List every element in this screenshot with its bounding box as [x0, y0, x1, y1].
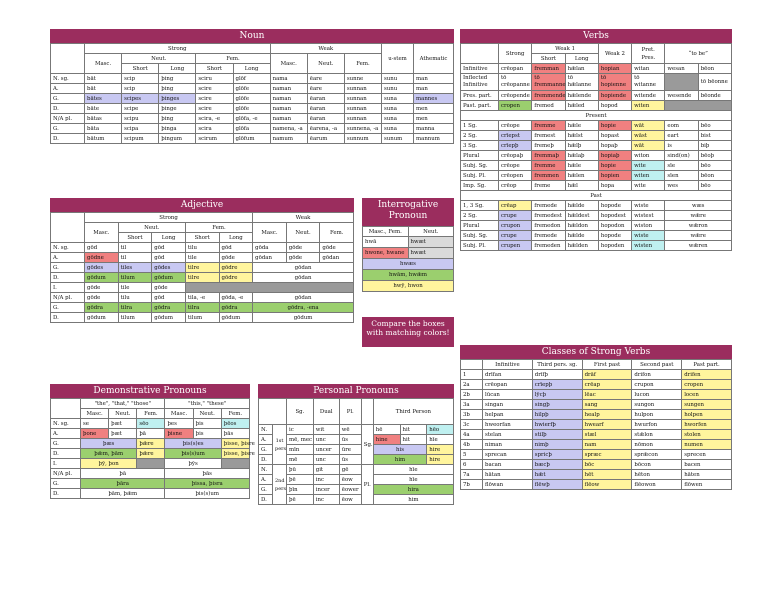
- adj-strong-head: Strong: [85, 213, 253, 223]
- table-row: hwȳ, hwon: [363, 281, 454, 292]
- table-row: Pres. part. crēopende fremmende hǣlende hopiende witende wesende bēonde: [461, 91, 732, 101]
- adj-weak-head: Weak: [253, 213, 354, 223]
- table-row: A. bāt scip þing scire glōfe naman ēare sunnan sunu man: [51, 84, 454, 94]
- second-person-label: 2nd pers: [273, 465, 287, 505]
- adj-weak-fem-head: Fem.: [320, 223, 354, 243]
- verbs-pretpres-head: Pret. Pres.: [632, 44, 665, 64]
- past-section-label: Past: [461, 191, 732, 201]
- adj-weak-neut-head: Neut.: [286, 223, 320, 243]
- table-row: 3a singan singþ sang sungon sungen: [461, 400, 732, 410]
- table-row: D. mē unc ūs him hire: [259, 455, 454, 465]
- compare-note: Compare the boxes with matching colors!: [362, 317, 454, 347]
- table-row: 1 drīfan drīfþ drāf drifon drifen: [461, 370, 732, 380]
- dem-neut-head: Neut.: [193, 409, 221, 419]
- noun-fem-head: Fem.: [196, 54, 270, 64]
- adj-long-head: Long: [219, 233, 253, 243]
- noun-weak-neut-head: Neut.: [307, 54, 344, 74]
- table-row: N. sg. bāt scip þing sciru glōf nama ēare sunne sunu man: [51, 74, 454, 84]
- table-row: hwām, hwǣm: [363, 270, 454, 281]
- table-row: Plural crupon fremedon hǣldon hopodon wiston wǣron: [461, 221, 732, 231]
- dem-fem-head: Fem.: [221, 409, 249, 419]
- table-row: 7b flōwan flēwþ flēow flēowon flōwen: [461, 480, 732, 490]
- personal-sg-head: Sg.: [287, 399, 314, 425]
- table-row: 3 Sg. crīepþ fremeþ hǣlþ hopaþ wāt is biþ: [461, 141, 732, 151]
- personal-panel: [258, 384, 454, 505]
- table-row: 2a crēopan crīepþ crēap crupon cropen: [461, 380, 732, 390]
- table-row: N. sg. gōd til gōd tilu gōd gōda gōde gōde: [51, 243, 354, 253]
- table-row: G. mīn uncer ūre his hire: [259, 445, 454, 455]
- dem-neut-head: Neut.: [109, 409, 137, 419]
- noun-title: Noun: [50, 29, 454, 43]
- verbs-panel: [460, 29, 732, 251]
- verbs-title: Verbs: [460, 29, 732, 43]
- interrogative-title: Interrogative Pronoun: [362, 198, 454, 226]
- verbs-weak2-head: Weak 2: [598, 44, 631, 64]
- table-row: G. þæs þǣre þis(s)es þisse, þisre: [51, 439, 250, 449]
- table-row: D. þǣm, þām þǣre þis(s)um þisse, þisre: [51, 449, 250, 459]
- table-row: Imp. Sg. crēop freme hǣl hopa wite wes bēo: [461, 181, 732, 191]
- classes-thirdsg-head: Third pers. sg.: [532, 360, 582, 370]
- demonstrative-this-head: "this," "these": [165, 399, 250, 409]
- noun-ustem-head: u-stem: [382, 44, 414, 74]
- table-row: A. þone þæt þā þisne þis þās: [51, 429, 250, 439]
- first-person-label: 1st pers: [273, 425, 287, 465]
- table-row: D. gōdum tilum gōdum tilum gōdum gōdum: [51, 313, 354, 323]
- adjective-table: [50, 212, 354, 323]
- demonstrative-title: Demonstrative Pronouns: [50, 384, 250, 398]
- noun-panel: [50, 29, 454, 144]
- table-row: 6 bacan bæcþ bōc bōcon bacen: [461, 460, 732, 470]
- table-row: D. bāte scipe þinge scire glōfe naman ēaran sunnan suna men: [51, 104, 454, 114]
- verbs-long-head: Long: [565, 54, 598, 64]
- noun-short-head: Short: [122, 64, 159, 74]
- classes-table: [460, 359, 732, 490]
- table-row: 1 Sg. crēope fremme hǣle hopie wāt eom bēo: [461, 121, 732, 131]
- table-row: G. bāta scipa þinga scira glōfa namena, -a ēarena, -a sunnena, -a suna manna: [51, 124, 454, 134]
- adj-fem-head: Fem.: [185, 223, 252, 233]
- table-row: 4b niman nimþ nam nōmon numen: [461, 440, 732, 450]
- table-row: G. bātes scipes þinges scire glōfe naman ēaran sunnan suna mannes: [51, 94, 454, 104]
- table-row: G. þīn incer ēower hira: [259, 485, 454, 495]
- interrogative-neut-head: Neut.: [408, 227, 454, 237]
- table-row: Past. part. cropen fremed hǣled hopod witen: [461, 101, 732, 111]
- noun-athematic-head: Athematic: [414, 44, 454, 74]
- verbs-table: [460, 43, 732, 251]
- table-row: N/A pl. gōde tilu gōd tila, -e gōda, -e gōdan: [51, 293, 354, 303]
- personal-title: Personal Pronouns: [258, 384, 454, 398]
- adj-long-head: Long: [152, 233, 186, 243]
- noun-strong-head: Strong: [85, 44, 271, 54]
- table-row: I. þȳ, þon þȳs: [51, 459, 250, 469]
- table-row: A. þē inc ēow hīe: [259, 475, 454, 485]
- noun-short-head: Short: [196, 64, 233, 74]
- adjective-title: Adjective: [50, 198, 354, 212]
- table-row: I. gōde tile gōde: [51, 283, 354, 293]
- verbs-tobe-head: “to be”: [665, 44, 732, 64]
- table-row: 3c hweorfan hwierfþ hwearf hwurfon hworfen: [461, 420, 732, 430]
- table-row: 5 sprecan spricþ spræc sprǣcon sprecen: [461, 450, 732, 460]
- noun-weak-fem-head: Fem.: [344, 54, 381, 74]
- table-row: Subj. Sg. crupe fremede hǣlde hopode wiste wǣre: [461, 231, 732, 241]
- adjective-panel: [50, 198, 354, 323]
- table-row: G. gōdes tiles gōdes tilre gōdre gōdan: [51, 263, 354, 273]
- third-pl-label: Pl.: [361, 465, 373, 505]
- classes-firstpast-head: First past: [582, 360, 632, 370]
- classes-pastpart-head: Past part.: [682, 360, 732, 370]
- table-row: N. 1st pers ic wit wē Sg. hē hit hēo: [259, 425, 454, 435]
- dem-fem-head: Fem.: [137, 409, 165, 419]
- noun-weak-masc-head: Masc.: [270, 54, 307, 74]
- classes-infinitive-head: Infinitive: [483, 360, 533, 370]
- noun-long-head: Long: [159, 64, 196, 74]
- table-row: Inflected Infinitive tō crēopanne tō fremmanne tō hǣlanne tō hopienne tō witanne tō bēonne: [461, 74, 732, 91]
- interrogative-mascfem-head: Masc., Fem.: [363, 227, 409, 237]
- table-row: D. þē inc ēow him: [259, 495, 454, 505]
- interrogative-panel: [362, 198, 454, 292]
- adj-short-head: Short: [118, 233, 152, 243]
- table-row: G. þāra þissa, þisra: [51, 479, 250, 489]
- table-row: N. sg. se þæt sēo þes þis þēos: [51, 419, 250, 429]
- table-row: 7a hātan hǣt hēt hēton hāten: [461, 470, 732, 480]
- table-row: G. gōdra tilra gōdra tilra gōdra gōdra, -ena: [51, 303, 354, 313]
- noun-neut-head: Neut.: [122, 54, 196, 64]
- table-row: 2b lūcan lȳcþ lēac lucon locen: [461, 390, 732, 400]
- interrogative-table: [362, 226, 454, 292]
- verbs-short-head: Short: [532, 54, 565, 64]
- table-row: Subj. Pl. crupen fremeden hǣlden hopoden wisten wǣren: [461, 241, 732, 251]
- personal-table: [258, 398, 454, 505]
- table-row: hwone, hwane hwæt: [363, 248, 454, 259]
- classes-panel: [460, 345, 732, 490]
- table-row: D. gōdum tilum gōdum tilre gōdre gōdan: [51, 273, 354, 283]
- noun-weak-head: Weak: [270, 44, 381, 54]
- table-row: 3b helpan hilpþ healp hulpon holpen: [461, 410, 732, 420]
- adj-short-head: Short: [185, 233, 219, 243]
- demonstrative-table: [50, 398, 255, 499]
- table-row: Subj. Pl. crēopen fremmen hǣlen hopien witen sīen bēon: [461, 171, 732, 181]
- table-row: N/A pl. þā þās: [51, 469, 250, 479]
- table-row: D. bātum scipum þingum scirum glōfum namum ēarum sunnum sunum mannum: [51, 134, 454, 144]
- table-row: Infinitive crēopan fremman hǣlan hopian witan wesan bēon: [461, 64, 732, 74]
- dem-masc-head: Masc.: [165, 409, 193, 419]
- personal-pl-head: Pl.: [339, 399, 361, 425]
- personal-dual-head: Dual: [313, 399, 339, 425]
- dem-masc-head: Masc.: [81, 409, 109, 419]
- classes-secondpast-head: Second past: [632, 360, 682, 370]
- table-row: A. mē, mec unc ūs hine hit hīe: [259, 435, 454, 445]
- adj-neut-head: Neut.: [118, 223, 185, 233]
- noun-table: [50, 43, 454, 144]
- table-row: Plural crēopaþ fremmaþ hǣlaþ hopiaþ witon sind(on) bēoþ: [461, 151, 732, 161]
- table-row: Subj. Sg. crēope fremme hǣle hopie wite sīe bēo: [461, 161, 732, 171]
- table-row: 2 Sg. crupe fremedest hǣldest hopodest wistest wǣre: [461, 211, 732, 221]
- table-row: 4a stelan stilþ stæl stǣlon stolen: [461, 430, 732, 440]
- table-row: 1, 3 Sg. crēap fremede hǣlde hopode wiste wæs: [461, 201, 732, 211]
- third-sg-label: Sg.: [361, 425, 373, 465]
- table-row: 2 Sg. crīepst fremest hǣlst hopast wāst eart bist: [461, 131, 732, 141]
- verbs-strong-head: Strong: [499, 44, 532, 64]
- noun-long-head: Long: [233, 64, 270, 74]
- verbs-weak1-head: Weak 1: [532, 44, 599, 54]
- table-row: hwā hwæt: [363, 237, 454, 248]
- adj-masc-head: Masc.: [85, 223, 119, 243]
- present-section-label: Present: [461, 111, 732, 121]
- classes-title: Classes of Strong Verbs: [460, 345, 732, 359]
- demonstrative-panel: [50, 384, 255, 499]
- table-row: A. gōdne til gōd tile gōde gōdan gōde gōdan: [51, 253, 354, 263]
- table-row: hwæs: [363, 259, 454, 270]
- table-row: D. þām, þǣm þis(s)um: [51, 489, 250, 499]
- adj-weak-masc-head: Masc.: [253, 223, 287, 243]
- table-row: N. 2nd pers þū git gē Pl. hīe: [259, 465, 454, 475]
- noun-masc-head: Masc.: [85, 54, 122, 74]
- demonstrative-the-head: "the", "that," "those": [81, 399, 165, 409]
- table-row: N/A pl. bātas scipu þing scira, -e glōfa, -e naman ēaran sunnan suna men: [51, 114, 454, 124]
- personal-third-head: Third Person: [373, 399, 453, 425]
